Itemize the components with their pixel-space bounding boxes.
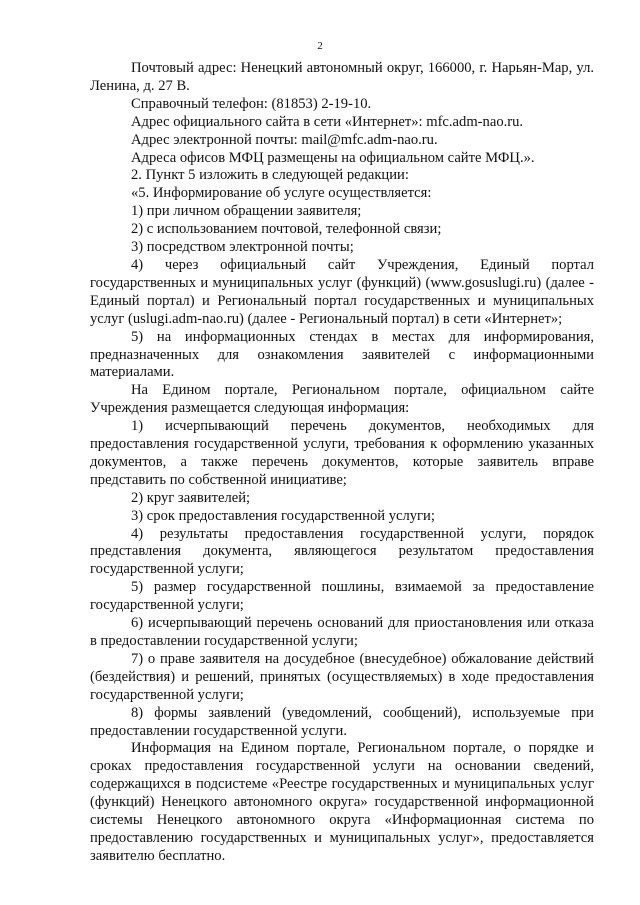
paragraph-mfc-offices: Адреса офисов МФЦ размещены на официальном сайте МФЦ.». <box>131 149 535 166</box>
list-item: 2) круг заявителей; <box>131 489 251 506</box>
list-item: 2) с использованием почтовой, телефонной связи; <box>131 221 442 238</box>
list-item: 3) срок предоставления государственной услуги; <box>131 507 435 524</box>
list-item: 7) о праве заявителя на досудебное (внесудебное) обжалование действий (бездействия) и решений, принятых (осуществляемых) в ходе предоставления государственной услуги; <box>90 650 594 703</box>
paragraph-phone: Справочный телефон: (81853) 2-19-10. <box>131 95 372 112</box>
list-item: 5) размер государственной пошлины, взимаемой за предоставление государственной услуги; <box>90 579 594 614</box>
paragraph-portal-info-intro: На Едином портале, Региональном портале, официальном сайте Учреждения размещается следующая информация: <box>90 382 594 417</box>
list-item: 6) исчерпывающий перечень оснований для приостановления или отказа в предоставлении государственной услуги; <box>90 615 594 649</box>
paragraph-info-free: Информация на Едином портале, Региональном портале, о порядке и сроках предоставления государственной услуги на основании сведений, содержащихся в подсистеме «Реестре государственных и муниципальных услуг (функций) Ненецкого автономного округа» государственной информационной системы Ненецкого автономного округа «Информационная система по предоставлению государственных и муниципальных услуг», предоставляется заявителю бесплатно. <box>90 740 594 864</box>
list-item: 1) исчерпывающий перечень документов, необходимых для предоставления государственной услуги, требования к оформлению указанных документов, а также перечень документов, которые заявитель вправе представить по собственной инициативе; <box>90 418 594 488</box>
paragraph-item-2-heading: 2. Пункт 5 изложить в следующей редакции: <box>131 167 409 184</box>
paragraph-postal-address: Почтовый адрес: Ненецкий автономный округ, 166000, г. Нарьян-Мар, ул. Ленина, д. 27 В. <box>90 60 594 94</box>
paragraph-website: Адрес официального сайта в сети «Интернет»: mfc.adm-nao.ru. <box>131 113 524 130</box>
list-item: 5) на информационных стендах в местах для информирования, предназначенных для ознакомления заявителей с информационными материалами. <box>90 328 594 381</box>
paragraph-clause-5-intro: «5. Информирование об услуге осуществляется: <box>131 185 432 202</box>
page-number: 2 <box>317 40 323 52</box>
list-item: 1) при личном обращении заявителя; <box>131 203 362 220</box>
list-item: 4) через официальный сайт Учреждения, Единый портал государственных и муниципальных услуг (функций) (www.gosuslugi.ru) (далее - Единый портал) и Региональный портал государственных и муниципальных услуг (uslugi.adm-nao.ru) (далее - Региональный портал) в сети «Интернет»; <box>90 256 594 327</box>
document-body <box>90 60 594 866</box>
list-item: 3) посредством электронной почты; <box>131 239 354 256</box>
list-item: 8) формы заявлений (уведомлений, сообщений), используемые при предоставлении государственной услуги. <box>90 704 594 739</box>
list-item: 4) результаты предоставления государственной услуги, порядок представления документа, являющегося результатом предоставления государственной услуги; <box>90 525 594 578</box>
paragraph-email: Адрес электронной почты: mail@mfc.adm-nao.ru. <box>131 131 438 148</box>
